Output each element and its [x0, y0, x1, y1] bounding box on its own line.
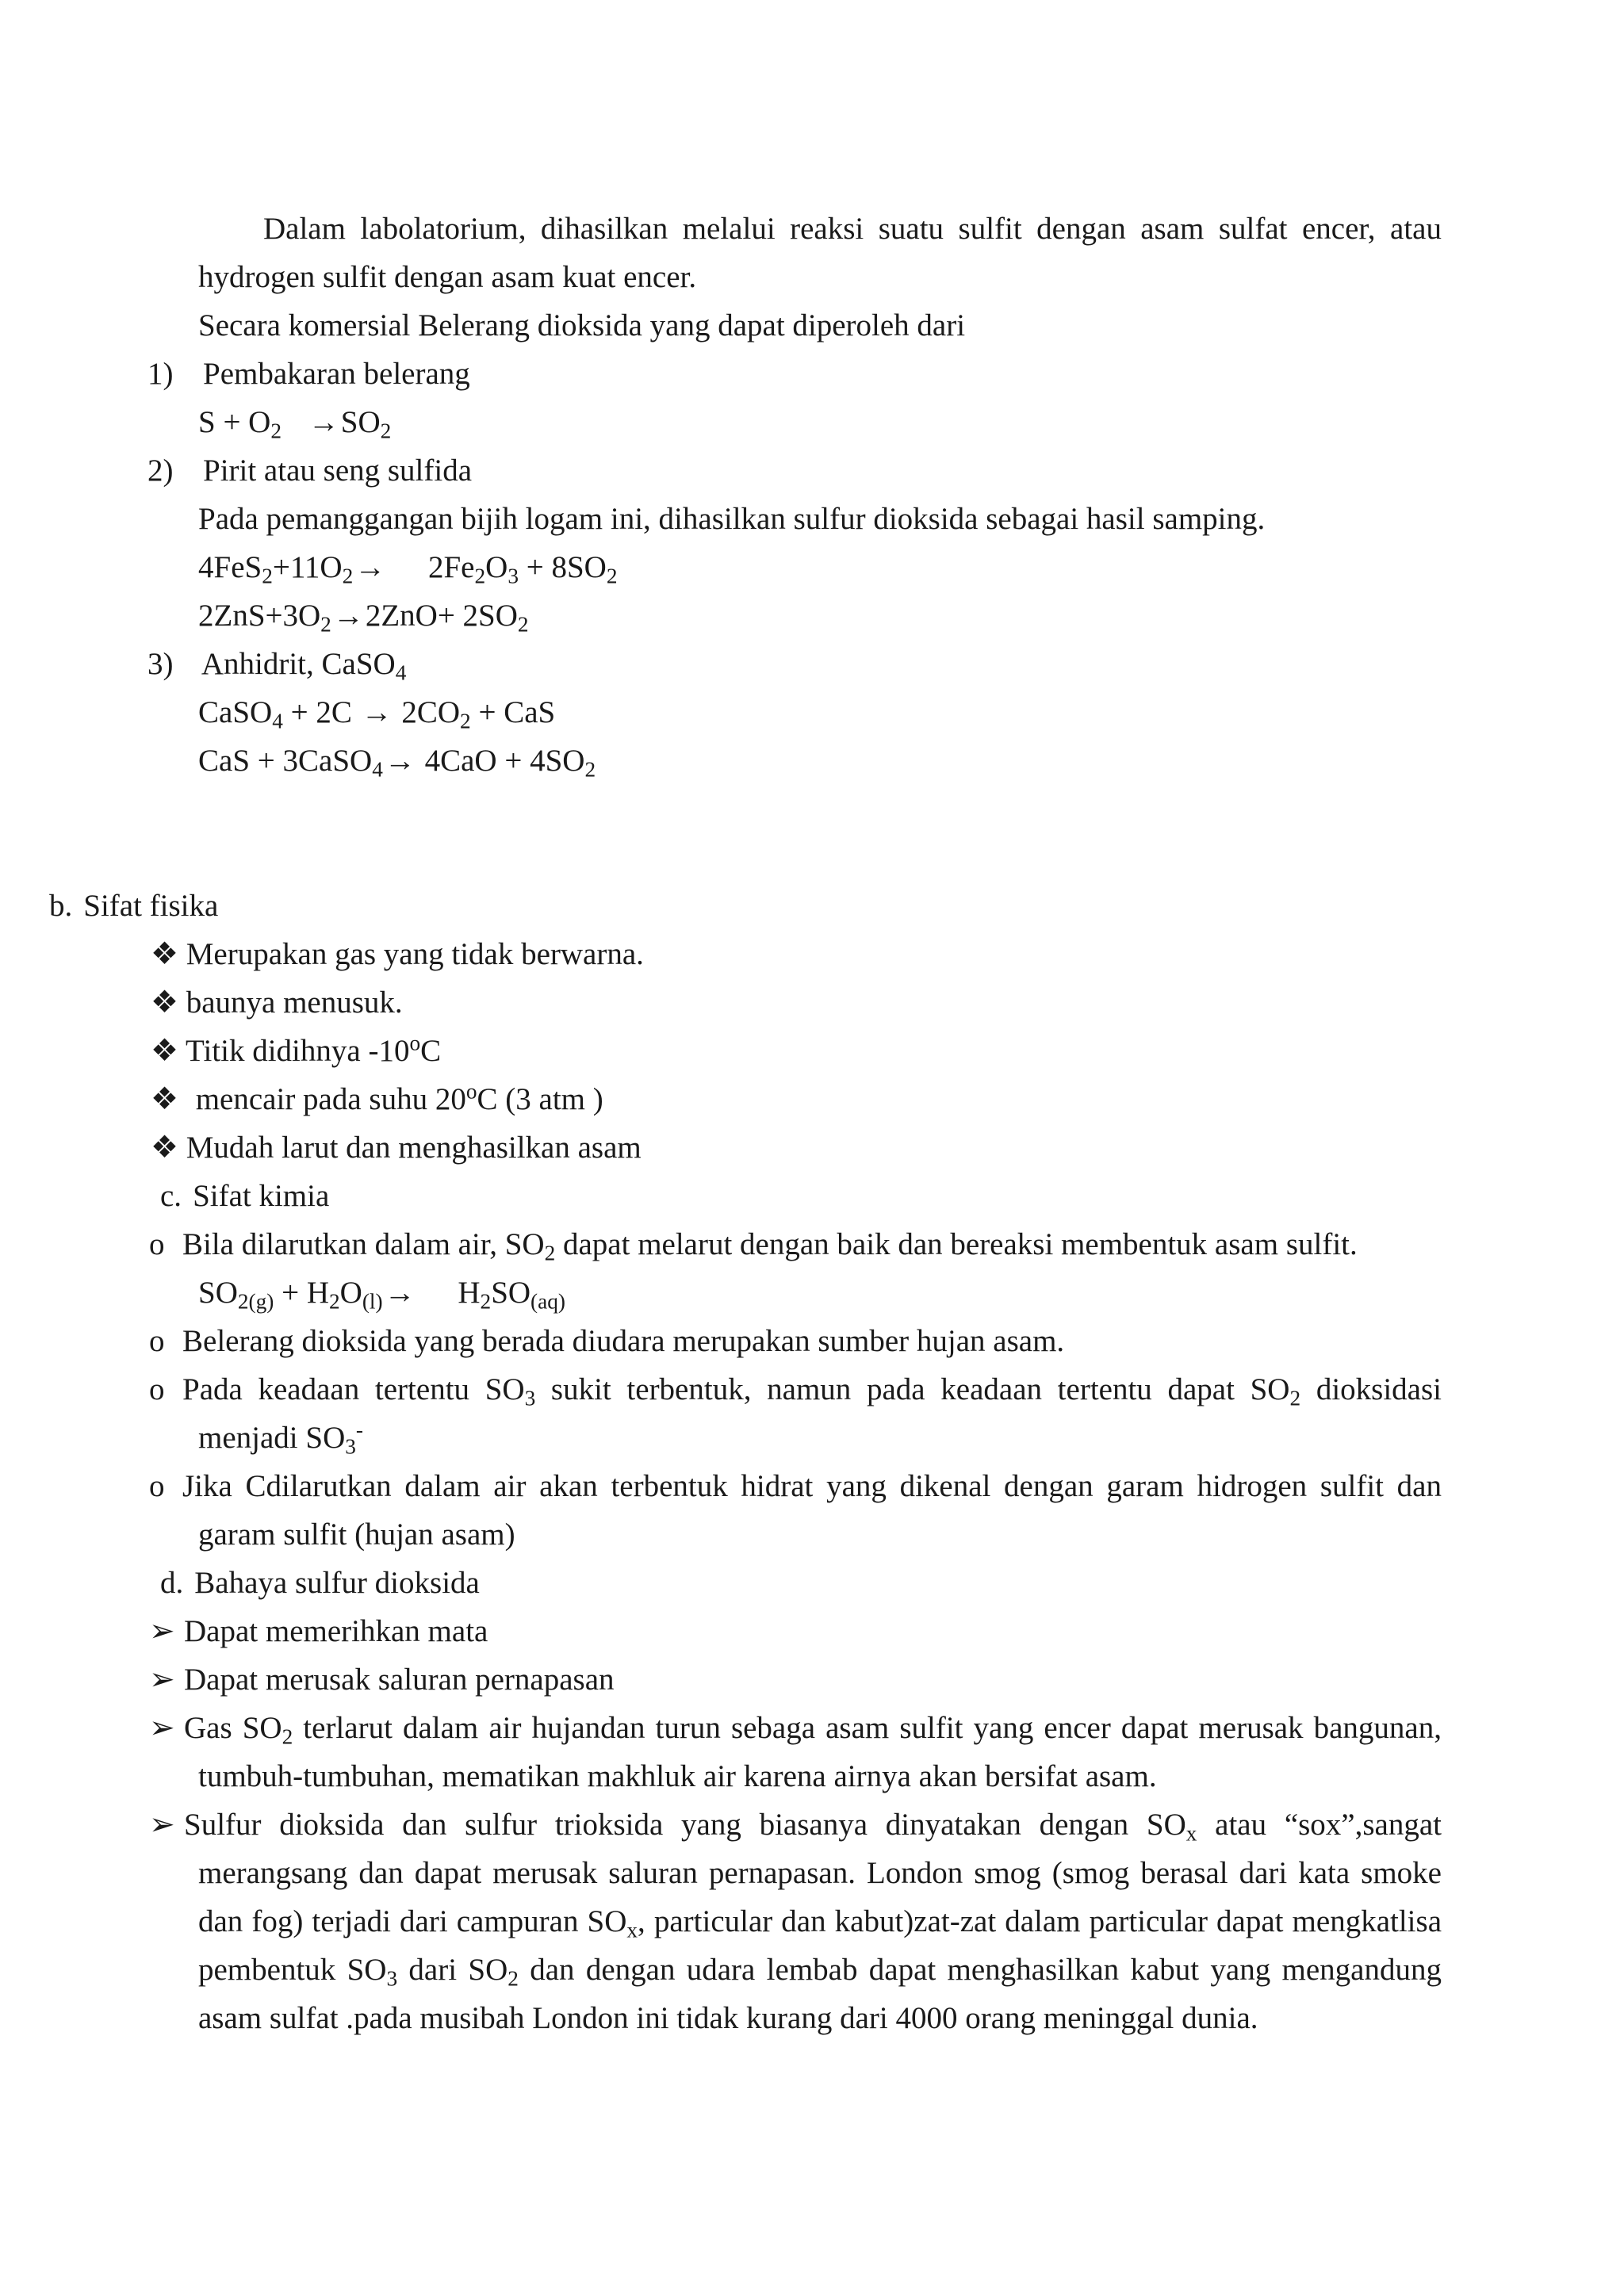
diamond-bullet-icon: ❖ — [151, 985, 178, 1020]
intro-paragraph: Dalam labolatorium, dihasilkan melalui reaksi suatu sulfit dengan asam sulfat encer, atau hydrogen sulfit dengan asam kuat encer. — [198, 212, 1442, 294]
circle-bullet-icon: o — [149, 1227, 165, 1261]
pointer-bullet-icon: ➢ — [149, 1711, 175, 1745]
diamond-bullet-icon: ❖ — [151, 1034, 178, 1068]
arrow-icon: → — [332, 599, 364, 633]
equation-anhydrite-2: CaS + 3CaSO$_4$→ $4CaO + 4SO_2$ — [198, 744, 596, 782]
circle-bullet-icon: o — [149, 1469, 165, 1503]
circle-bullet-icon: o — [149, 1372, 165, 1406]
physical-item: ❖ Mudah larut dan menghasilkan asam — [151, 1131, 642, 1165]
physical-item-boiling: ❖ Titik didihnya -10$^o$C — [151, 1031, 442, 1068]
source-1 — [147, 350, 470, 398]
section-danger-heading: d. Bahaya sulfur dioksida — [160, 1566, 480, 1600]
circle-bullet-icon: o — [149, 1324, 165, 1358]
source-number: 1) — [147, 357, 174, 391]
equation-zinc-sulfide: $2ZnS+3O_2\to 2ZnO+ 2SO_2$ — [198, 599, 529, 637]
danger-item-3: Gas $SO_2$ terlarut dalam air hujandan turun sebaga asam sulfit yang encer dapat merusak bangunan, tumbuh-tumbuhan, mematikan makhluk air karena airnya akan bersifat asam. — [184, 1711, 1442, 1793]
section-physical-heading: b. Sifat fisika — [49, 889, 219, 923]
diamond-bullet-icon: ❖ — [151, 937, 178, 971]
source-2-description: Pada pemanggangan bijih logam ini, dihasilkan sulfur dioksida sebagai hasil samping. — [198, 502, 1266, 536]
pointer-bullet-icon: ➢ — [149, 1808, 175, 1842]
source-title: Pirit atau seng sulfida — [203, 453, 473, 488]
chemical-item-2: Belerang dioksida yang berada diudara merupakan sumber hujan asam. — [182, 1324, 1065, 1358]
pointer-bullet-icon: ➢ — [149, 1614, 175, 1648]
physical-item: ❖ Merupakan gas yang tidak berwarna. — [151, 937, 644, 971]
source-number: 3) — [147, 647, 174, 681]
danger-item-4: Sulfur dioksida dan sulfur trioksida yang biasanya dinyatakan dengan $SO_x$ atau “sox”,sangat merangsang dan dapat merusak saluran pernapasan. London smog (smog berasal dari kata smoke dan fog) terjadi dari campuran $SO_x$, particular dan kabut)zat-zat dalam particular dapat mengkatlisa pembentuk $SO_3$ dari $SO_2$ dan dengan udara lembab dapat menghasilkan kabut yang mengandung asam sulfat .pada musibah London ini tidak kurang dari 4000 orang meninggal dunia. — [184, 1808, 1442, 2035]
arrow-icon: → — [384, 1276, 416, 1310]
physical-item: ❖ baunya menusuk. — [151, 985, 403, 1020]
arrow-icon: → — [354, 550, 386, 584]
diamond-bullet-icon: ❖ — [151, 1131, 178, 1165]
source-number: 2) — [147, 453, 174, 488]
danger-item-2: Dapat merusak saluran pernapasan — [184, 1663, 615, 1697]
arrow-icon: → — [308, 405, 339, 439]
danger-item-1: Dapat memerihkan mata — [184, 1614, 488, 1648]
arrow-icon: → — [384, 744, 416, 778]
source-3: 3) Anhidrit, CaSO$_4$ — [147, 647, 407, 685]
equation-sulfurous-acid: $SO_{2(g)} + H_2O_{(l)}\to H_2SO_{(aq)}$ — [198, 1276, 565, 1314]
section-chemical-heading: c. Sifat kimia — [160, 1179, 330, 1213]
chemical-item-1: Bila dilarutkan dalam air, $SO_2$ dapat melarut dengan baik dan bereaksi membentuk asam sulfit. — [182, 1227, 1358, 1265]
chemical-item-4: Jika Cdilarutkan dalam air akan terbentuk hidrat yang dikenal dengan garam hidrogen sulfit dan garam sulfit (hujan asam) — [182, 1469, 1442, 1552]
source-2 — [147, 446, 472, 495]
source-title: Anhidrit, CaSO — [201, 647, 396, 681]
equation-anhydrite-1: CaSO$_4$ + $2C \to 2CO_2$ + CaS — [198, 695, 556, 733]
arrow-icon: → — [361, 695, 393, 729]
equation-sulfur-combustion: $S + O_2 \to SO_2$ — [198, 405, 392, 443]
source-title: Pembakaran belerang — [203, 357, 470, 391]
equation-pyrite: $4FeS_2+11O_2\to 2Fe_2O_3 + 8SO_2$ — [198, 550, 618, 588]
intro-commercial: Secara komersial Belerang dioksida yang dapat diperoleh dari — [198, 308, 966, 342]
physical-item-liquefy: ❖ mencair pada suhu 20$^o$C (3 atm ) — [151, 1079, 603, 1116]
pointer-bullet-icon: ➢ — [149, 1663, 175, 1697]
diamond-bullet-icon: ❖ — [151, 1082, 178, 1116]
chemical-item-3: Pada keadaan tertentu $SO_3$ sukit terbentuk, namun pada keadaan tertentu dapat $SO_2$ dioksidasi menjadi $SO_3^-$ — [182, 1372, 1442, 1459]
